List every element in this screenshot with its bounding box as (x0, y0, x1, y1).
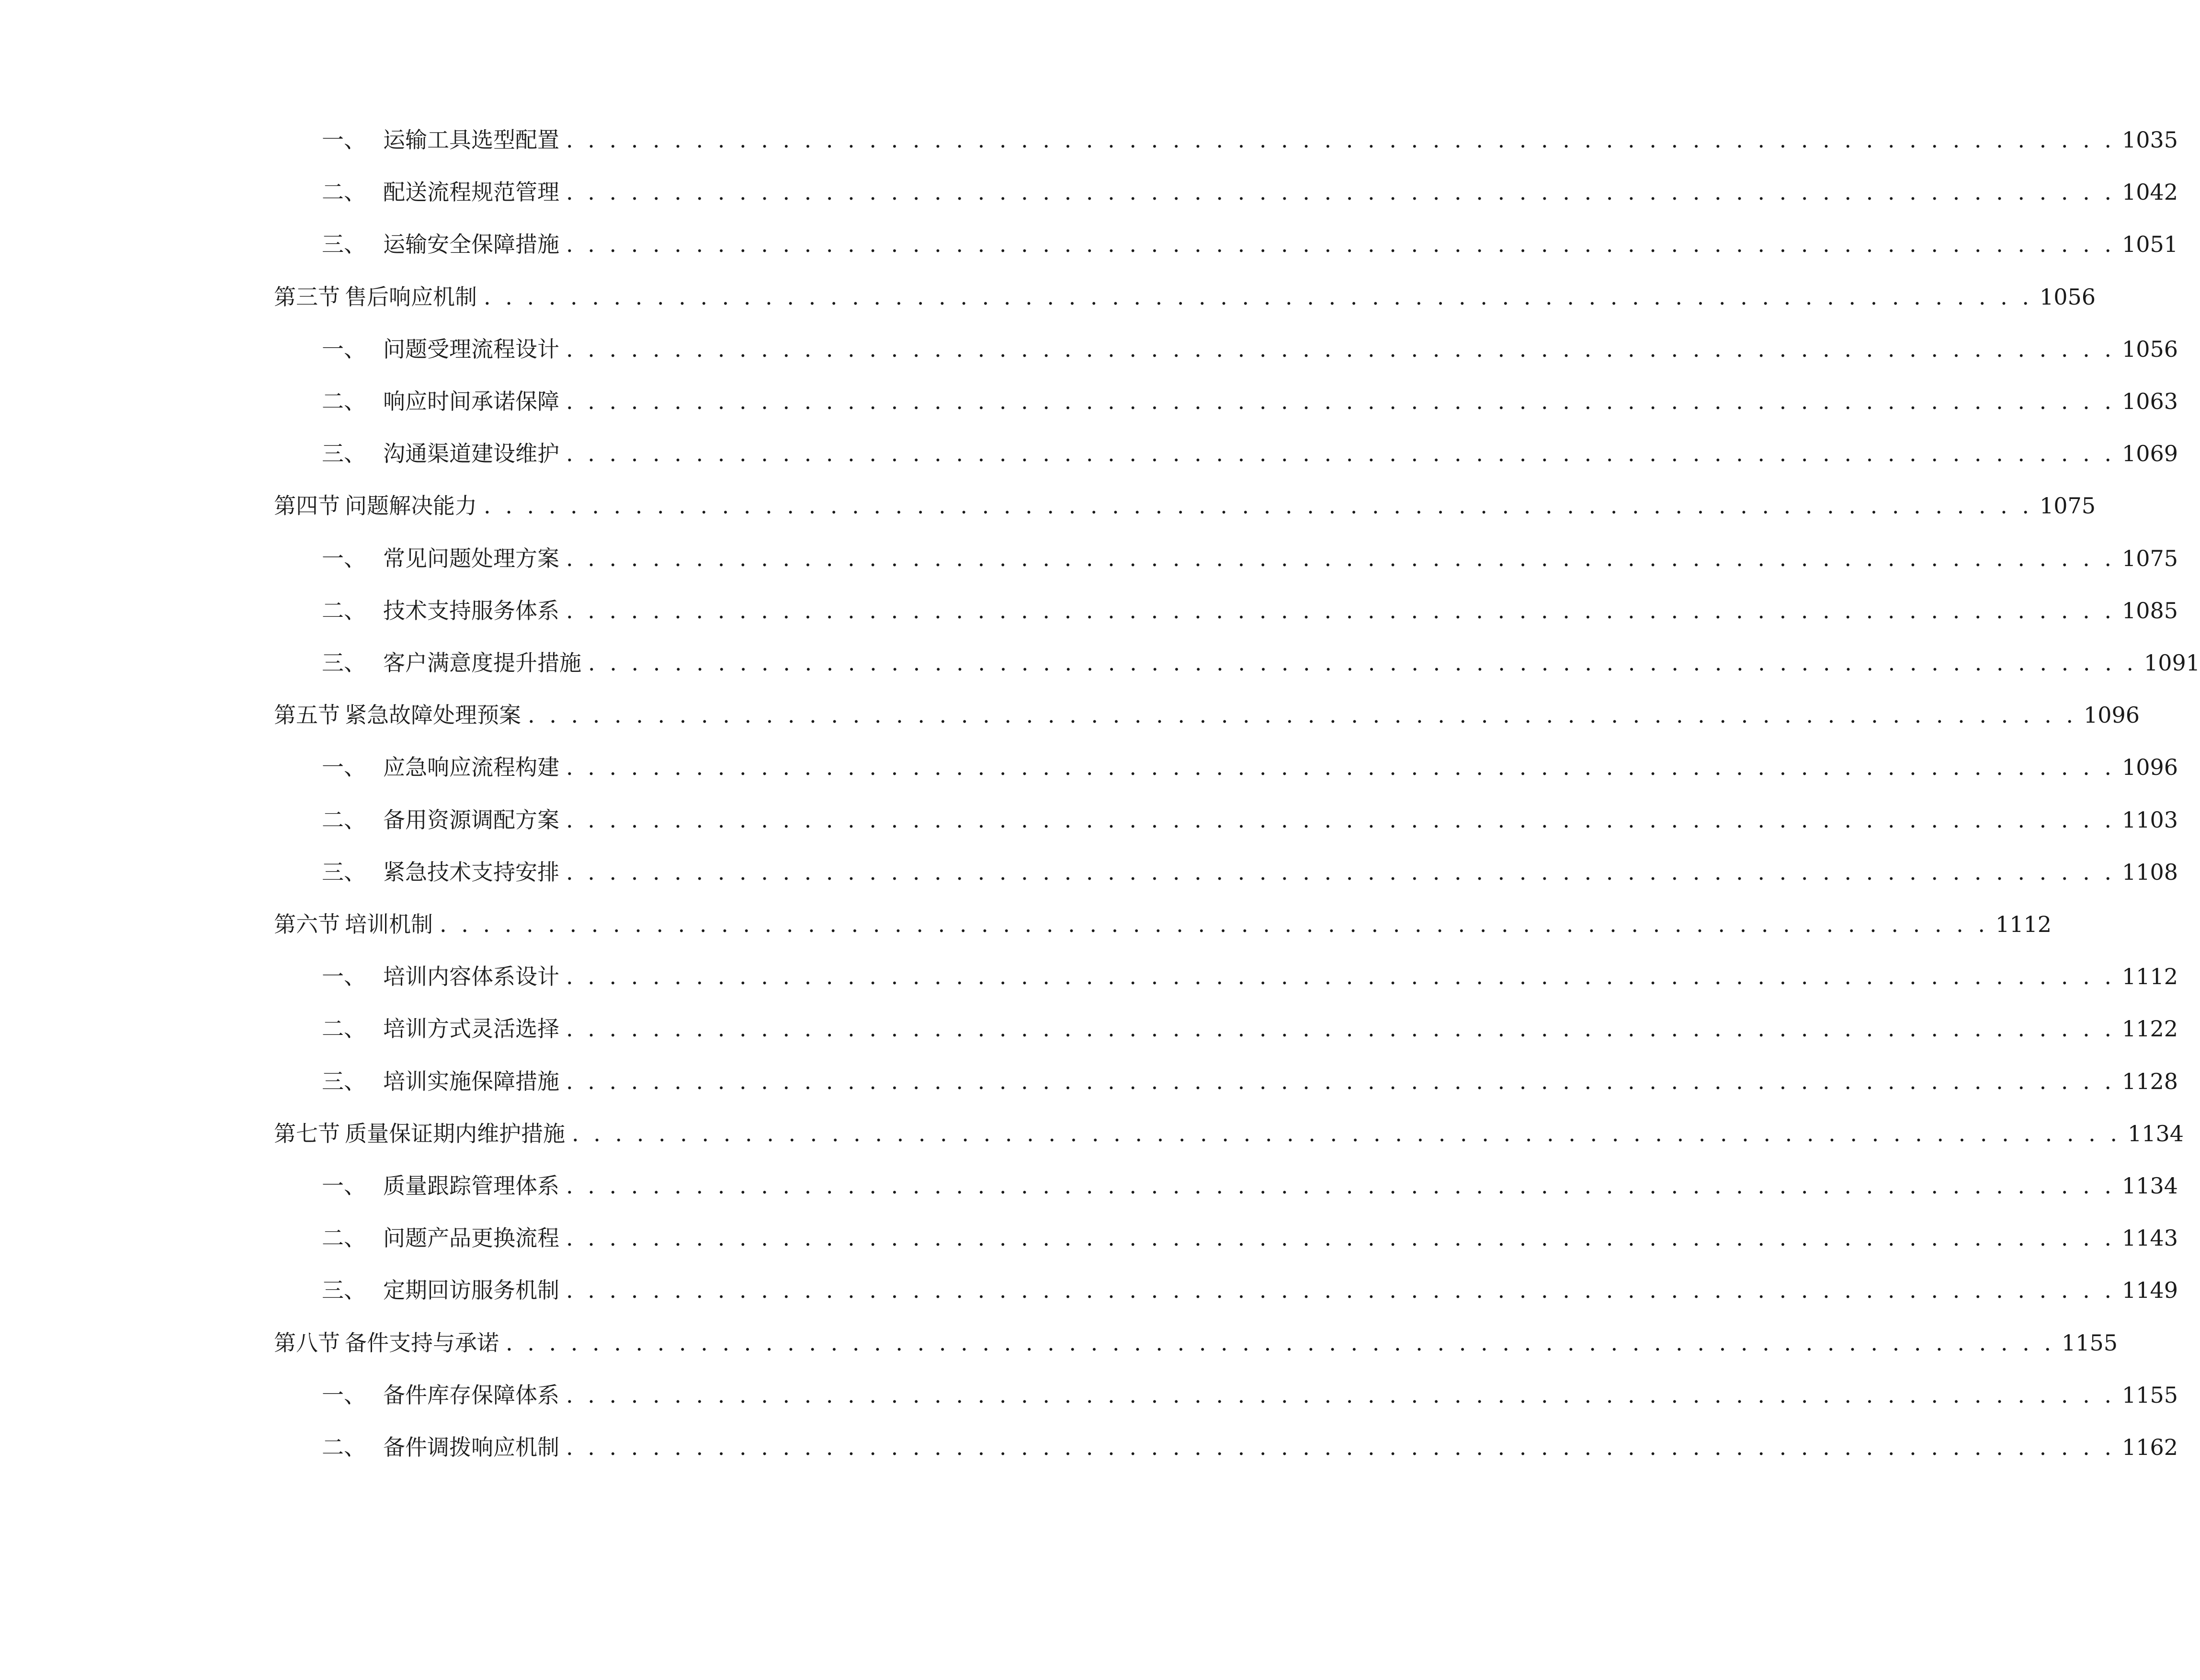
toc-dot-leader: . . . . . . . . . . . . . . . . . . . . . . . . . . . . . . . . . . . . . . . . . . . . . . . . . . . . . . . . . . . . . . . . . . . . . . . . (440, 911, 1989, 937)
toc-subsection-entry[interactable] (322, 539, 2178, 578)
toc-dot-leader: . . . . . . . . . . . . . . . . . . . . . . . . . . . . . . . . . . . . . . . . . . . . . . . . . . . . . . . . . . . . . . . . . . . . . . . . (566, 964, 2115, 989)
toc-entry-title: 备件支持与承诺 (345, 1330, 499, 1356)
toc-subsection-entry[interactable] (322, 1062, 2178, 1101)
toc-subsection-entry[interactable] (322, 121, 2178, 159)
toc-entry-title: 培训机制 (345, 911, 433, 937)
toc-subsection-entry[interactable] (322, 1219, 2178, 1257)
toc-entry-title: 质量保证期内维护措施 (345, 1121, 565, 1146)
toc-entry-title: 技术支持服务体系 (383, 598, 559, 624)
toc-entry-title: 培训方式灵活选择 (383, 1016, 559, 1042)
toc-entry-title: 售后响应机制 (345, 284, 477, 310)
toc-entry-title: 响应时间承诺保障 (383, 388, 559, 414)
toc-entry-page-number: 1155 (2061, 1330, 2118, 1356)
toc-entry-page-number: 1056 (2121, 336, 2178, 362)
toc-subsection-entry[interactable] (322, 644, 2200, 682)
toc-entry-number: 一、 (322, 336, 366, 362)
toc-entry-number: 第四节 (274, 493, 340, 519)
toc-subsection-entry[interactable] (322, 382, 2178, 420)
toc-subsection-entry[interactable] (322, 1376, 2178, 1414)
toc-entry-page-number: 1035 (2121, 127, 2178, 153)
toc-dot-leader: . . . . . . . . . . . . . . . . . . . . . . . . . . . . . . . . . . . . . . . . . . . . . . . . . . . . . . . . . . . . . . . . . . . . . . . . (566, 1277, 2115, 1303)
toc-entry-title: 紧急故障处理预案 (345, 702, 521, 728)
toc-subsection-entry[interactable] (322, 1428, 2178, 1466)
toc-entry-number: 一、 (322, 1173, 366, 1199)
toc-entry-page-number: 1069 (2121, 441, 2178, 466)
toc-subsection-entry[interactable] (322, 801, 2178, 839)
toc-entry-number: 二、 (322, 1434, 366, 1460)
toc-entry-page-number: 1162 (2121, 1434, 2178, 1460)
toc-dot-leader: . . . . . . . . . . . . . . . . . . . . . . . . . . . . . . . . . . . . . . . . . . . . . . . . . . . . . . . . . . . . . . . . . . . . . . . . (566, 1225, 2115, 1251)
toc-entry-number: 二、 (322, 1016, 366, 1042)
toc-entry-page-number: 1103 (2121, 807, 2178, 833)
toc-dot-leader: . . . . . . . . . . . . . . . . . . . . . . . . . . . . . . . . . . . . . . . . . . . . . . . . . . . . . . . . . . . . . . . . . . . . . . . . (566, 1382, 2115, 1408)
toc-entry-number: 三、 (322, 650, 366, 676)
toc-dot-leader: . . . . . . . . . . . . . . . . . . . . . . . . . . . . . . . . . . . . . . . . . . . . . . . . . . . . . . . . . . . . . . . . . . . . . . . . (566, 336, 2115, 362)
toc-entry-page-number: 1122 (2121, 1016, 2178, 1042)
toc-section-entry[interactable] (274, 278, 2096, 316)
toc-entry-page-number: 1075 (2039, 493, 2096, 519)
toc-subsection-entry[interactable] (322, 591, 2178, 630)
toc-entry-page-number: 1091 (2143, 650, 2200, 676)
toc-dot-leader: . . . . . . . . . . . . . . . . . . . . . . . . . . . . . . . . . . . . . . . . . . . . . . . . . . . . . . . . . . . . . . . . . . . . . . . . (528, 702, 2077, 728)
toc-entry-page-number: 1112 (1995, 911, 2052, 937)
toc-subsection-entry[interactable] (322, 853, 2178, 891)
toc-entry-number: 二、 (322, 807, 366, 833)
toc-entry-title: 培训实施保障措施 (383, 1068, 559, 1094)
toc-entry-title: 备用资源调配方案 (383, 807, 559, 833)
toc-entry-page-number: 1096 (2083, 702, 2140, 728)
toc-dot-leader: . . . . . . . . . . . . . . . . . . . . . . . . . . . . . . . . . . . . . . . . . . . . . . . . . . . . . . . . . . . . . . . . . . . . . . . . (566, 807, 2115, 833)
toc-entry-page-number: 1085 (2121, 598, 2178, 624)
toc-entry-page-number: 1042 (2121, 179, 2178, 205)
toc-entry-page-number: 1075 (2121, 545, 2178, 571)
toc-entry-title: 客户满意度提升措施 (383, 650, 581, 676)
toc-subsection-entry[interactable] (322, 748, 2178, 786)
toc-entry-title: 运输安全保障措施 (383, 231, 559, 257)
toc-section-entry[interactable] (274, 1324, 2118, 1362)
toc-entry-title: 常见问题处理方案 (383, 545, 559, 571)
toc-section-entry[interactable] (274, 487, 2096, 525)
toc-entry-title: 备件调拨响应机制 (383, 1434, 559, 1460)
toc-entry-number: 三、 (322, 859, 366, 885)
toc-dot-leader: . . . . . . . . . . . . . . . . . . . . . . . . . . . . . . . . . . . . . . . . . . . . . . . . . . . . . . . . . . . . . . . . . . . . . . . . (566, 441, 2115, 466)
toc-entry-title: 备件库存保障体系 (383, 1382, 559, 1408)
toc-dot-leader: . . . . . . . . . . . . . . . . . . . . . . . . . . . . . . . . . . . . . . . . . . . . . . . . . . . . . . . . . . . . . . . . . . . . . . . . (484, 284, 2033, 310)
toc-dot-leader: . . . . . . . . . . . . . . . . . . . . . . . . . . . . . . . . . . . . . . . . . . . . . . . . . . . . . . . . . . . . . . . . . . . . . . . . (566, 127, 2115, 153)
toc-dot-leader: . . . . . . . . . . . . . . . . . . . . . . . . . . . . . . . . . . . . . . . . . . . . . . . . . . . . . . . . . . . . . . . . . . . . . . . . (566, 598, 2115, 624)
toc-subsection-entry[interactable] (322, 173, 2178, 211)
toc-entry-number: 三、 (322, 1277, 366, 1303)
toc-entry-page-number: 1143 (2121, 1225, 2178, 1251)
toc-dot-leader: . . . . . . . . . . . . . . . . . . . . . . . . . . . . . . . . . . . . . . . . . . . . . . . . . . . . . . . . . . . . . . . . . . . . . . . . (566, 1173, 2115, 1199)
toc-entry-number: 三、 (322, 231, 366, 257)
toc-subsection-entry[interactable] (322, 957, 2178, 996)
toc-dot-leader: . . . . . . . . . . . . . . . . . . . . . . . . . . . . . . . . . . . . . . . . . . . . . . . . . . . . . . . . . . . . . . . . . . . . . . . . (566, 179, 2115, 205)
toc-section-entry[interactable] (274, 1114, 2184, 1153)
toc-subsection-entry[interactable] (322, 1271, 2178, 1309)
toc-entry-page-number: 1149 (2121, 1277, 2178, 1303)
toc-entry-title: 紧急技术支持安排 (383, 859, 559, 885)
toc-entry-title: 培训内容体系设计 (383, 964, 559, 989)
toc-subsection-entry[interactable] (322, 1010, 2178, 1048)
toc-subsection-entry[interactable] (322, 434, 2178, 473)
toc-dot-leader: . . . . . . . . . . . . . . . . . . . . . . . . . . . . . . . . . . . . . . . . . . . . . . . . . . . . . . . . . . . . . . . . . . . . . . . . (566, 754, 2115, 780)
toc-entry-number: 第六节 (274, 911, 340, 937)
toc-entry-page-number: 1134 (2127, 1121, 2184, 1146)
toc-dot-leader: . . . . . . . . . . . . . . . . . . . . . . . . . . . . . . . . . . . . . . . . . . . . . . . . . . . . . . . . . . . . . . . . . . . . . . . . (506, 1330, 2055, 1356)
toc-dot-leader: . . . . . . . . . . . . . . . . . . . . . . . . . . . . . . . . . . . . . . . . . . . . . . . . . . . . . . . . . . . . . . . . . . . . . . . . (566, 1434, 2115, 1460)
toc-entry-page-number: 1051 (2121, 231, 2178, 257)
toc-dot-leader: . . . . . . . . . . . . . . . . . . . . . . . . . . . . . . . . . . . . . . . . . . . . . . . . . . . . . . . . . . . . . . . . . . . . . . . . (566, 231, 2115, 257)
toc-dot-leader: . . . . . . . . . . . . . . . . . . . . . . . . . . . . . . . . . . . . . . . . . . . . . . . . . . . . . . . . . . . . . . . . . . . . . . . . (572, 1121, 2121, 1146)
toc-entry-page-number: 1063 (2121, 388, 2178, 414)
toc-entry-number: 一、 (322, 754, 366, 780)
toc-entry-number: 一、 (322, 127, 366, 153)
toc-entry-page-number: 1112 (2121, 964, 2178, 989)
toc-subsection-entry[interactable] (322, 225, 2178, 263)
toc-entry-number: 一、 (322, 545, 366, 571)
toc-entry-page-number: 1108 (2121, 859, 2178, 885)
toc-entry-number: 二、 (322, 1225, 366, 1251)
toc-entry-page-number: 1155 (2121, 1382, 2178, 1408)
toc-entry-number: 第八节 (274, 1330, 340, 1356)
toc-entry-number: 第七节 (274, 1121, 340, 1146)
toc-dot-leader: . . . . . . . . . . . . . . . . . . . . . . . . . . . . . . . . . . . . . . . . . . . . . . . . . . . . . . . . . . . . . . . . . . . . . . . . (588, 650, 2137, 676)
toc-subsection-entry[interactable] (322, 1167, 2178, 1205)
toc-entry-title: 运输工具选型配置 (383, 127, 559, 153)
toc-entry-page-number: 1128 (2121, 1068, 2178, 1094)
toc-section-entry[interactable] (274, 905, 2052, 943)
toc-dot-leader: . . . . . . . . . . . . . . . . . . . . . . . . . . . . . . . . . . . . . . . . . . . . . . . . . . . . . . . . . . . . . . . . . . . . . . . . (484, 493, 2033, 519)
toc-section-entry[interactable] (274, 696, 2140, 734)
toc-dot-leader: . . . . . . . . . . . . . . . . . . . . . . . . . . . . . . . . . . . . . . . . . . . . . . . . . . . . . . . . . . . . . . . . . . . . . . . . (566, 1016, 2115, 1042)
toc-entry-number: 二、 (322, 388, 366, 414)
toc-entry-page-number: 1096 (2121, 754, 2178, 780)
toc-entry-title: 沟通渠道建设维护 (383, 441, 559, 466)
toc-entry-title: 应急响应流程构建 (383, 754, 559, 780)
toc-entry-title: 问题受理流程设计 (383, 336, 559, 362)
toc-entry-number: 三、 (322, 1068, 366, 1094)
toc-entry-number: 二、 (322, 598, 366, 624)
toc-dot-leader: . . . . . . . . . . . . . . . . . . . . . . . . . . . . . . . . . . . . . . . . . . . . . . . . . . . . . . . . . . . . . . . . . . . . . . . . (566, 859, 2115, 885)
toc-entry-title: 定期回访服务机制 (383, 1277, 559, 1303)
toc-entry-title: 问题产品更换流程 (383, 1225, 559, 1251)
toc-dot-leader: . . . . . . . . . . . . . . . . . . . . . . . . . . . . . . . . . . . . . . . . . . . . . . . . . . . . . . . . . . . . . . . . . . . . . . . . (566, 545, 2115, 571)
toc-entry-title: 质量跟踪管理体系 (383, 1173, 559, 1199)
toc-subsection-entry[interactable] (322, 330, 2178, 368)
toc-entry-number: 一、 (322, 964, 366, 989)
toc-entry-title: 配送流程规范管理 (383, 179, 559, 205)
toc-entry-title: 问题解决能力 (345, 493, 477, 519)
toc-dot-leader: . . . . . . . . . . . . . . . . . . . . . . . . . . . . . . . . . . . . . . . . . . . . . . . . . . . . . . . . . . . . . . . . . . . . . . . . (566, 388, 2115, 414)
toc-entry-number: 二、 (322, 179, 366, 205)
toc-entry-number: 三、 (322, 441, 366, 466)
toc-entry-number: 一、 (322, 1382, 366, 1408)
toc-entry-page-number: 1134 (2121, 1173, 2178, 1199)
toc-entry-number: 第五节 (274, 702, 340, 728)
toc-entry-number: 第三节 (274, 284, 340, 310)
toc-dot-leader: . . . . . . . . . . . . . . . . . . . . . . . . . . . . . . . . . . . . . . . . . . . . . . . . . . . . . . . . . . . . . . . . . . . . . . . . (566, 1068, 2115, 1094)
toc-entry-page-number: 1056 (2039, 284, 2096, 310)
